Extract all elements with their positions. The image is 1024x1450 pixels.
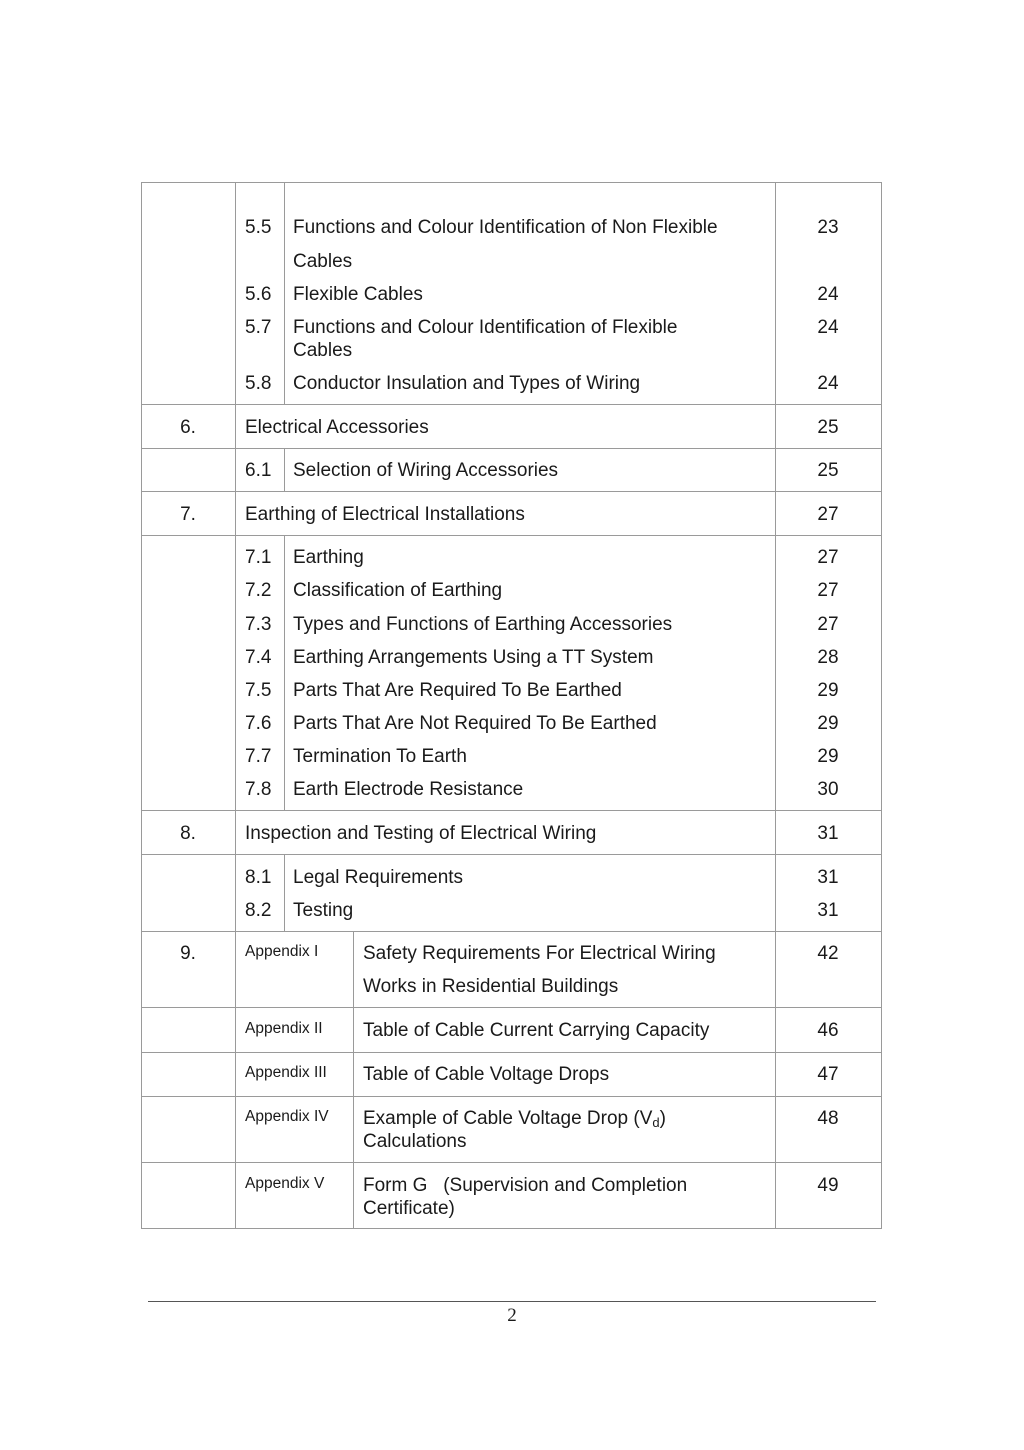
toc-item-number: 7.5 [245,680,272,701]
chapter-number: 8. [180,823,196,844]
appendix-label: Appendix I [245,943,319,960]
toc-item-number: 7.8 [245,779,272,800]
page-number: 2 [507,1305,517,1326]
toc-item-number: 7.7 [245,746,272,767]
chapter-number: 9. [180,943,196,964]
toc-item-title: Conductor Insulation and Types of Wiring [293,373,641,394]
toc-item-number: 5.7 [245,317,272,338]
toc-item-title: Earth Electrode Resistance [293,779,524,800]
appendix-title-close: ) [659,1108,666,1129]
chapter-title: Inspection and Testing of Electrical Wiring [245,823,597,844]
appendix-title [363,1107,666,1130]
toc-item-number: 6.1 [245,460,272,481]
toc-item-page: 31 [817,867,839,888]
appendix-label: Appendix III [245,1064,327,1081]
chapter-page: 25 [817,417,839,438]
toc-item-number: 5.5 [245,217,272,238]
appendix-title: Table of Cable Current Carrying Capacity [363,1020,710,1041]
toc-item-number: 7.3 [245,614,272,635]
appendix-page: 48 [817,1108,839,1129]
toc-item-number: 5.8 [245,373,272,394]
toc-item-title: Parts That Are Not Required To Be Earthed [293,713,657,734]
toc-item-page: 29 [817,713,839,734]
chapter-number: 6. [180,417,196,438]
toc-item-title: Testing [293,900,354,921]
chapter-page: 31 [817,823,839,844]
toc-item-title: Parts That Are Required To Be Earthed [293,680,622,701]
toc-item-number: 7.2 [245,580,272,601]
subscript-d: d [652,1115,660,1130]
toc-item-page: 28 [817,647,839,668]
toc-item-page: 24 [817,373,839,394]
toc-item-title: Legal Requirements [293,867,464,888]
appendix-title-cont: Works in Residential Buildings [363,976,619,997]
appendix-title-cont: Calculations [363,1131,467,1152]
toc-item-page: 24 [817,317,839,338]
chapter-title: Electrical Accessories [245,417,429,438]
appendix-page: 49 [817,1175,839,1196]
appendix-page: 46 [817,1020,839,1041]
toc-item-title-cont: Cables [293,340,353,361]
appendix-title-text: Example of Cable Voltage Drop (V [363,1108,653,1129]
appendix-title: Form G (Supervision and Completion [363,1175,688,1196]
toc-item-page: 23 [817,217,839,238]
chapter-title: Earthing of Electrical Installations [245,504,525,525]
appendix-title: Safety Requirements For Electrical Wiring [363,943,716,964]
toc-item-page: 27 [817,580,839,601]
appendix-label: Appendix IV [245,1108,329,1125]
toc-item-title: Earthing Arrangements Using a TT System [293,647,654,668]
appendix-page: 47 [817,1064,839,1085]
appendix-label: Appendix II [245,1020,323,1037]
toc-item-number: 8.2 [245,900,272,921]
toc-item-page: 30 [817,779,839,800]
toc-item-page: 29 [817,680,839,701]
toc-item-number: 7.4 [245,647,272,668]
toc-item-number: 7.1 [245,547,272,568]
toc-item-title: Earthing [293,547,364,568]
chapter-page: 27 [817,504,839,525]
toc-item-title: Selection of Wiring Accessories [293,460,559,481]
toc-item-title: Flexible Cables [293,284,423,305]
toc-item-title: Termination To Earth [293,746,467,767]
toc-item-number: 7.6 [245,713,272,734]
toc-item-title: Classification of Earthing [293,580,503,601]
toc-item-number: 5.6 [245,284,272,305]
appendix-title: Table of Cable Voltage Drops [363,1064,610,1085]
toc-item-title: Types and Functions of Earthing Accessories [293,614,673,635]
toc-item-title: Functions and Colour Identification of Non Flexible [293,217,718,238]
toc-item-page: 29 [817,746,839,767]
toc-item-page: 24 [817,284,839,305]
toc-item-page: 31 [817,900,839,921]
toc-item-page: 27 [817,614,839,635]
chapter-number: 7. [180,504,196,525]
appendix-label: Appendix V [245,1175,325,1192]
appendix-page: 42 [817,943,839,964]
appendix-title-cont: Certificate) [363,1198,455,1219]
toc-item-number: 8.1 [245,867,272,888]
toc-item-title-cont: Cables [293,251,353,272]
toc-item-page: 25 [817,460,839,481]
toc-item-page: 27 [817,547,839,568]
footer-rule [148,1301,876,1302]
toc-item-title: Functions and Colour Identification of Flexible [293,317,678,338]
